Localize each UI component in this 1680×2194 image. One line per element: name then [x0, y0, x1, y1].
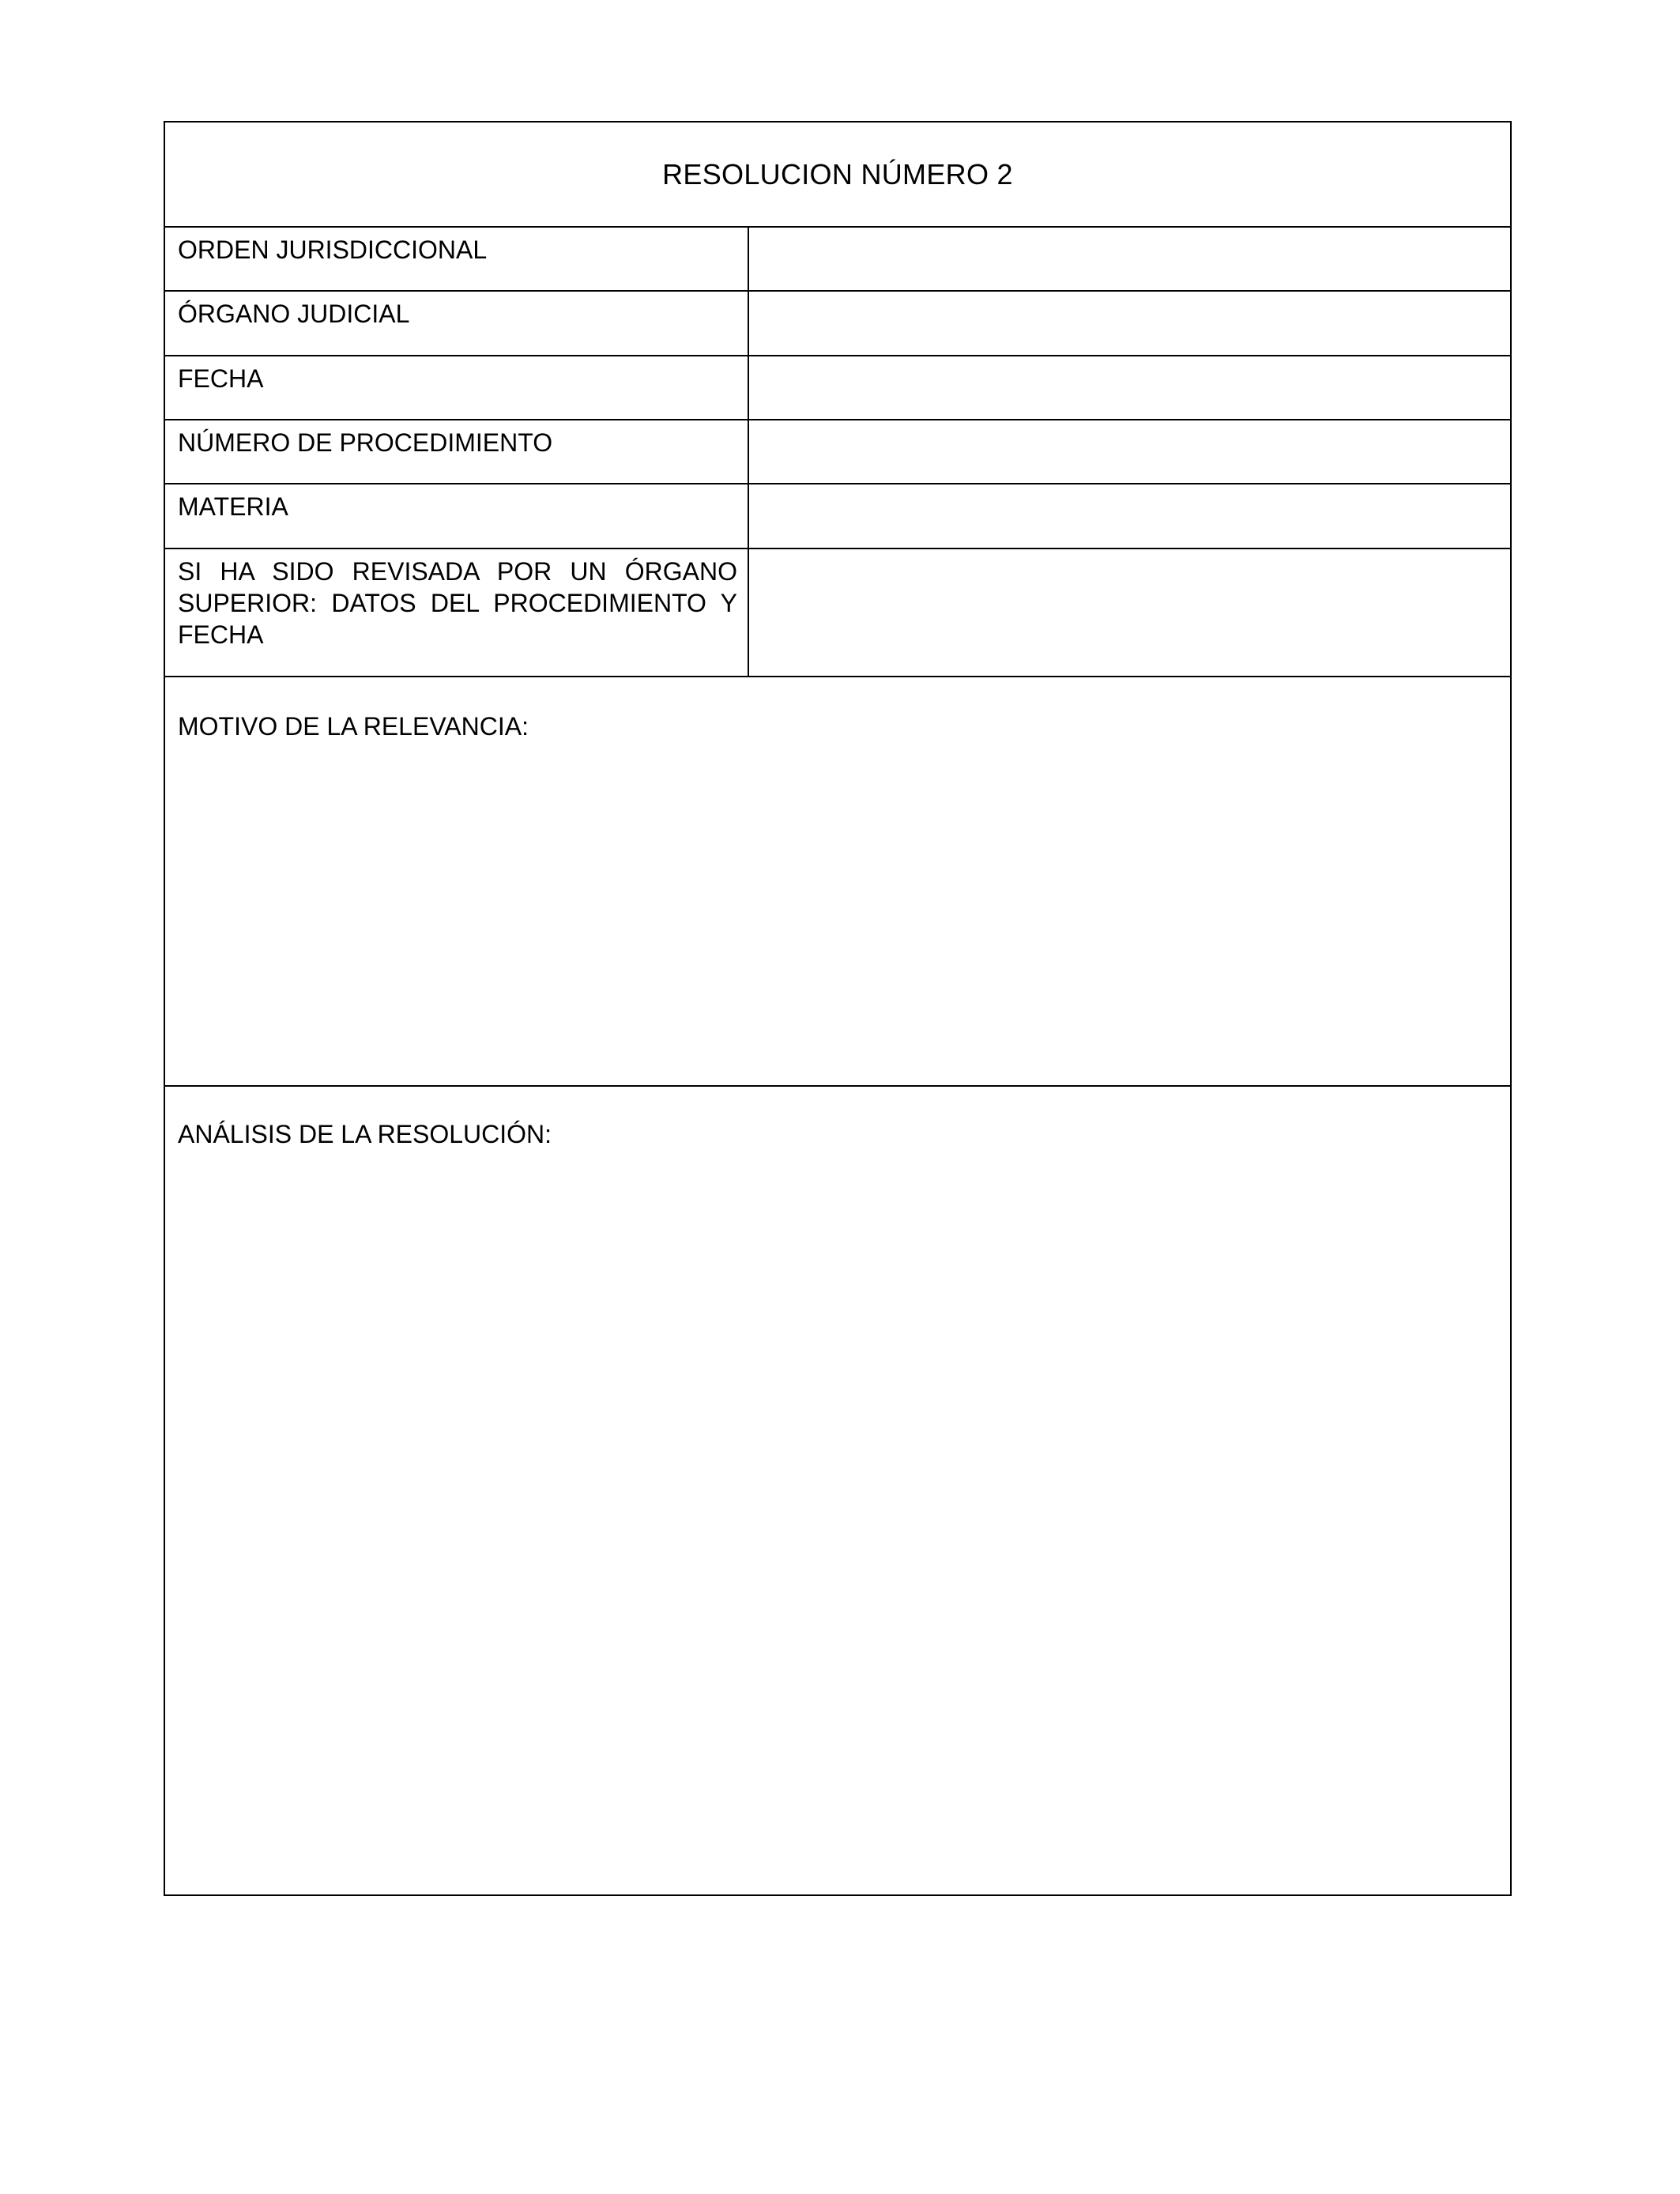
field-label-numero-procedimiento: NÚMERO DE PROCEDIMIENTO	[178, 428, 553, 457]
form-title-row	[165, 123, 1510, 228]
field-label-fecha: FECHA	[178, 364, 264, 393]
field-value-fecha[interactable]	[748, 356, 1510, 419]
field-value-orden-jurisdiccional[interactable]	[748, 228, 1510, 290]
analysis-label: ANÁLISIS DE LA RESOLUCIÓN:	[178, 1120, 552, 1148]
field-row-orden-jurisdiccional	[165, 228, 1510, 292]
field-row-organo-judicial	[165, 292, 1510, 356]
field-label-materia: MATERIA	[178, 492, 288, 521]
relevance-label: MOTIVO DE LA RELEVANCIA:	[178, 712, 529, 741]
field-row-numero-procedimiento	[165, 420, 1510, 484]
field-label-revision-organo-superior: SI HA SIDO REVISADA POR UN ÓRGANO SUPERIOR: DATOS DEL PROCEDIMIENTO Y FECHA	[178, 557, 737, 649]
analysis-section[interactable]	[165, 1087, 1510, 1894]
field-row-revision-organo-superior	[165, 549, 1510, 677]
resolution-form	[164, 121, 1512, 1896]
field-row-materia	[165, 484, 1510, 549]
field-value-numero-procedimiento[interactable]	[748, 420, 1510, 483]
field-label-organo-judicial: ÓRGANO JUDICIAL	[178, 300, 410, 328]
relevance-section[interactable]	[165, 677, 1510, 1087]
field-value-materia[interactable]	[748, 484, 1510, 548]
field-label-orden-jurisdiccional: ORDEN JURISDICCIONAL	[178, 236, 488, 264]
field-row-fecha	[165, 356, 1510, 420]
form-title: RESOLUCION NÚMERO 2	[662, 157, 1013, 190]
field-value-organo-judicial[interactable]	[748, 292, 1510, 355]
field-value-revision-organo-superior[interactable]	[748, 549, 1510, 676]
